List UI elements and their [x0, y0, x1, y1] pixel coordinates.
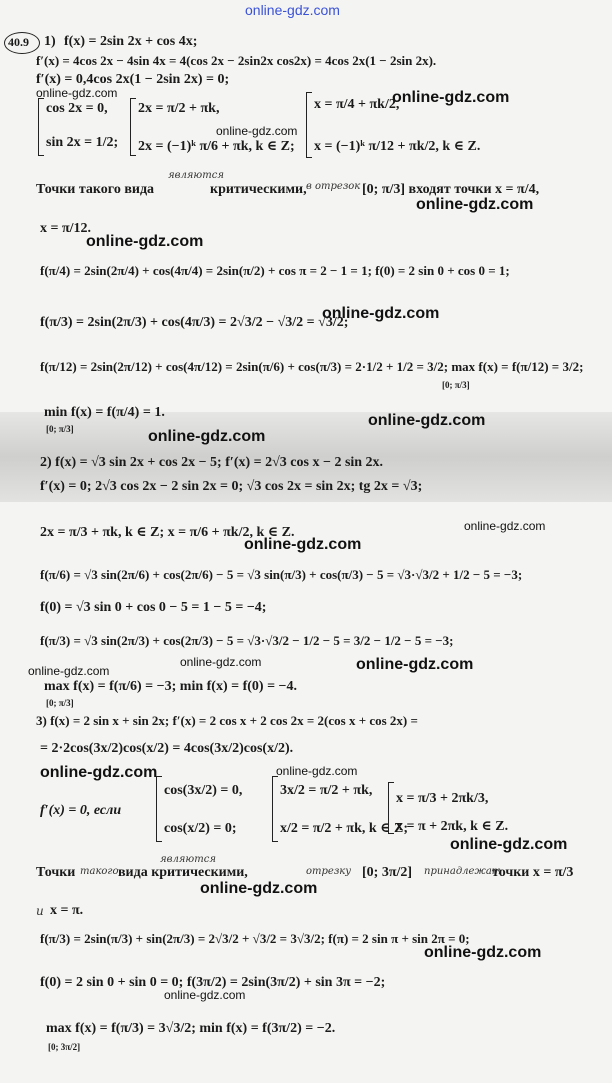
system-eq: x = π + 2πk, k ∈ Z.	[396, 819, 509, 834]
watermark: online-gdz.com	[36, 86, 118, 100]
watermark: online-gdz.com	[322, 305, 440, 322]
part1-label: 1)	[44, 34, 56, 49]
part3-function: 3) f(x) = 2 sin x + sin 2x; f′(x) = 2 cos x + 2 cos 2x = 2(cos x + cos 2x) =	[36, 713, 418, 728]
interval-subscript: [0; π/3]	[46, 424, 74, 434]
watermark: online-gdz.com	[86, 233, 204, 250]
system-bracket	[306, 92, 312, 158]
system-bracket	[272, 776, 278, 842]
calc-f-pi-3: f(π/3) = 2sin(2π/3) + cos(4π/3) = 2√3/2 − √3/2 = √3/2;	[40, 315, 349, 330]
handwritten-note: такого	[80, 866, 119, 877]
watermark: online-gdz.com	[216, 124, 298, 138]
handwritten-note: являются	[168, 170, 224, 181]
system-eq: sin 2x = 1/2;	[46, 135, 119, 150]
text-point: точки x = π/3	[492, 865, 574, 880]
system-eq: 3x/2 = π/2 + πk,	[280, 783, 373, 798]
system-eq: x/2 = π/2 + πk, k ∈ Z;	[280, 821, 409, 836]
calc-f-pi-3: f(π/3) = √3 sin(2π/3) + cos(2π/3) − 5 = √3·√3/2 − 1/2 − 5 = 3/2 − 1/2 − 5 = −3;	[40, 633, 454, 648]
text-interval: [0; 3π/2]	[362, 865, 413, 880]
part1-equation: f′(x) = 0,4cos 2x(1 − 2sin 2x) = 0;	[36, 72, 230, 87]
part2-roots: 2x = π/3 + πk, k ∈ Z; x = π/6 + πk/2, k ∈ Z.	[40, 525, 295, 540]
text-interval-points: [0; π/3] входят точки x = π/4,	[362, 182, 540, 197]
calc-f-pi-12: f(π/12) = 2sin(2π/12) + cos(4π/12) = 2sin(π/6) + cos(π/3) = 2·1/2 + 1/2 = 3/2; max f(x) = f(π/12) = 3/2;	[40, 359, 584, 374]
watermark: online-gdz.com	[450, 836, 568, 853]
watermark: online-gdz.com	[148, 428, 266, 445]
watermark: online-gdz.com	[392, 89, 510, 106]
system-eq: x = π/3 + 2πk/3,	[396, 791, 489, 806]
calc-f-pi-6: f(π/6) = √3 sin(2π/6) + cos(2π/6) − 5 = √3 sin(π/3) + cos(π/3) − 5 = √3·√3/2 + 1/2 − 5 = −3;	[40, 567, 523, 582]
watermark: online-gdz.com	[244, 536, 362, 553]
text-points: Точки	[36, 865, 76, 880]
interval-subscript: [0; π/3]	[46, 698, 74, 708]
result-min: min f(x) = f(π/4) = 1.	[44, 405, 165, 420]
system-eq: cos 2x = 0,	[46, 101, 108, 116]
system-eq: 2x = (−1)ᵏ π/6 + πk, k ∈ Z;	[138, 139, 295, 154]
watermark: online-gdz.com	[416, 196, 534, 213]
interval-subscript: [0; π/3]	[442, 380, 470, 390]
text-point: x = π/12.	[40, 221, 92, 236]
watermark: online-gdz.com	[356, 656, 474, 673]
problem-number: 40.9	[8, 35, 29, 49]
handwritten-note: и	[36, 904, 44, 918]
text-critical-points: Точки такого вида	[36, 182, 155, 197]
watermark: online-gdz.com	[180, 655, 262, 669]
watermark: online-gdz.com	[424, 944, 542, 961]
part1-derivative: f′(x) = 4cos 2x − 4sin 4x = 4(cos 2x − 2sin2x cos2x) = 4cos 2x(1 − 2sin 2x).	[36, 53, 437, 68]
watermark: online-gdz.com	[200, 880, 318, 897]
watermark-top: online-gdz.com	[245, 2, 340, 18]
calc-f-0: f(0) = 2 sin 0 + sin 0 = 0; f(3π/2) = 2sin(3π/2) + sin 3π = −2;	[40, 975, 386, 990]
system-eq: x = π/4 + πk/2,	[314, 97, 400, 112]
system-bracket	[130, 98, 136, 156]
condition: f′(x) = 0, если	[40, 803, 122, 818]
handwritten-note: являются	[160, 854, 216, 865]
part1-function: f(x) = 2sin 2x + cos 4x;	[64, 34, 198, 49]
handwritten-note: принадлежат	[424, 866, 502, 877]
watermark: online-gdz.com	[464, 519, 546, 533]
watermark: online-gdz.com	[164, 988, 246, 1002]
handwritten-note: в отрезок	[306, 181, 361, 192]
watermark: online-gdz.com	[368, 412, 486, 429]
system-eq: cos(3x/2) = 0,	[164, 783, 243, 798]
text-critical: вида критическими,	[118, 865, 248, 880]
system-bracket	[388, 782, 394, 834]
calc-f-0: f(0) = √3 sin 0 + cos 0 − 5 = 1 − 5 = −4;	[40, 600, 267, 615]
watermark: online-gdz.com	[28, 664, 110, 678]
text-point: x = π.	[50, 903, 84, 918]
calc-f-pi-3: f(π/3) = 2sin(π/3) + sin(2π/3) = 2√3/2 + √3/2 = 3√3/2; f(π) = 2 sin π + sin 2π = 0;	[40, 931, 470, 946]
interval-subscript: [0; 3π/2]	[48, 1042, 81, 1052]
part2-function: 2) f(x) = √3 sin 2x + cos 2x − 5; f′(x) = 2√3 cos x − 2 sin 2x.	[40, 455, 384, 470]
calc-f-pi-4: f(π/4) = 2sin(2π/4) + cos(4π/4) = 2sin(π/2) + cos π = 2 − 1 = 1; f(0) = 2 sin 0 + cos 0 = 1;	[40, 263, 510, 278]
system-bracket	[38, 98, 44, 156]
text-critical: критическими,	[210, 182, 307, 197]
system-eq: x = (−1)ᵏ π/12 + πk/2, k ∈ Z.	[314, 139, 481, 154]
system-eq: cos(x/2) = 0;	[164, 821, 237, 836]
handwritten-note: отрезку	[306, 866, 352, 877]
system-eq: 2x = π/2 + πk,	[138, 101, 220, 116]
result-max-min: max f(x) = f(π/6) = −3; min f(x) = f(0) = −4.	[44, 679, 298, 694]
part3-derivative: = 2·2cos(3x/2)cos(x/2) = 4cos(3x/2)cos(x/2).	[40, 741, 294, 756]
result-max-min: max f(x) = f(π/3) = 3√3/2; min f(x) = f(3π/2) = −2.	[46, 1021, 336, 1036]
part2-equation: f′(x) = 0; 2√3 cos 2x − 2 sin 2x = 0; √3 cos 2x = sin 2x; tg 2x = √3;	[40, 479, 423, 494]
system-bracket	[156, 776, 162, 842]
watermark: online-gdz.com	[40, 764, 158, 781]
watermark: online-gdz.com	[276, 764, 358, 778]
